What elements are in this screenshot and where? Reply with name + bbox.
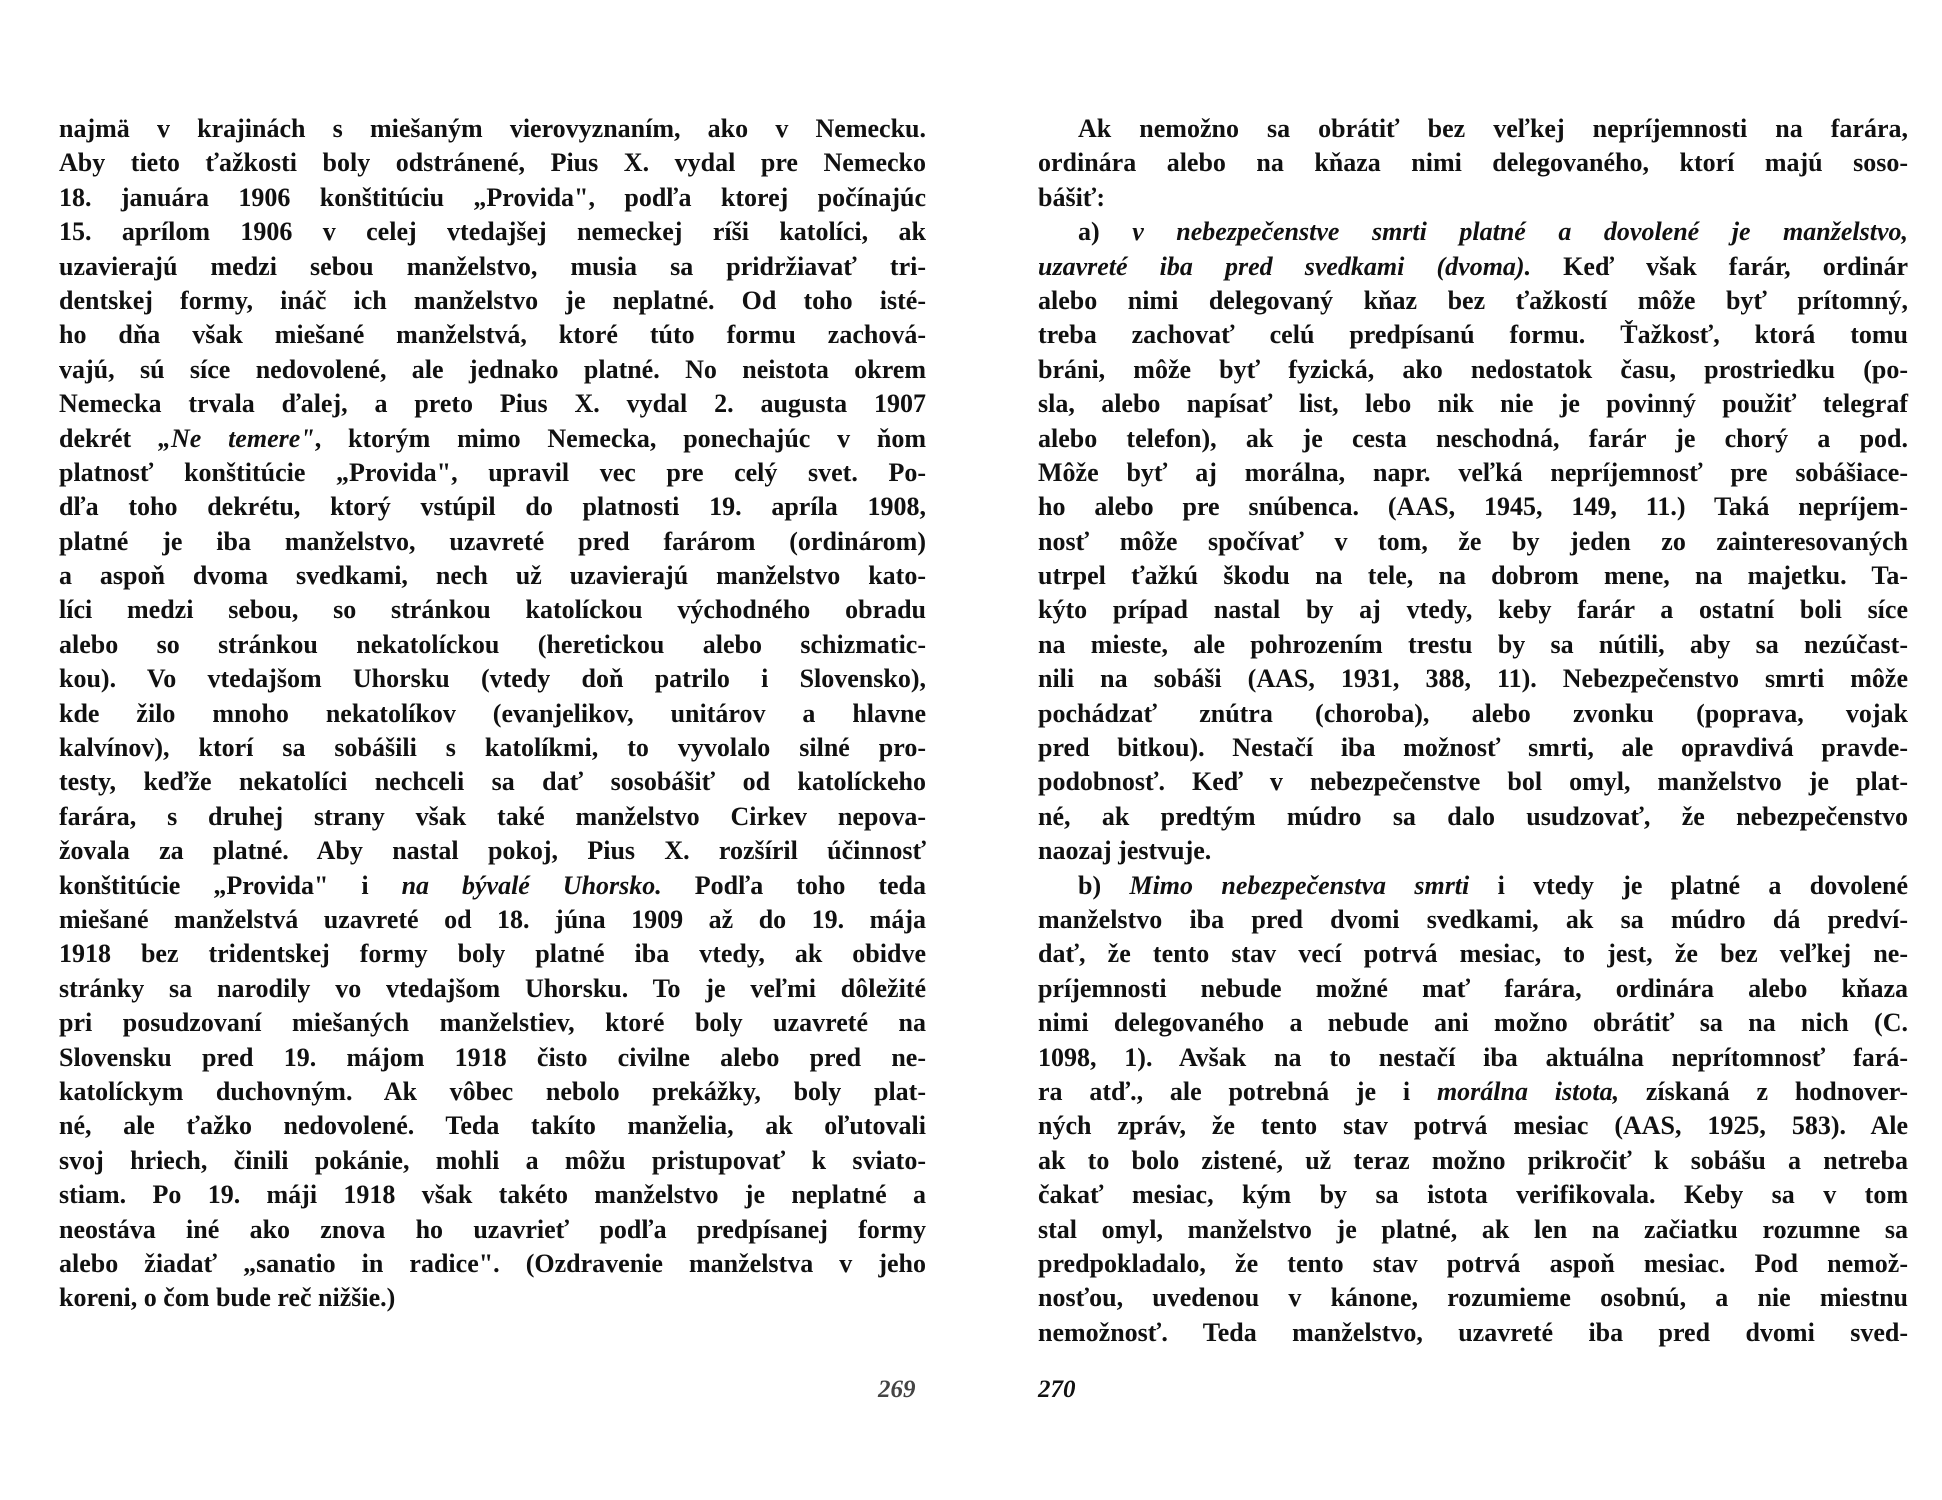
text-line (1038, 593, 1908, 627)
text-segment: alebo nimi delegovaný kňaz bez ťažkostí môže byť prítomný, (1038, 285, 1908, 315)
text-segment: ho alebo pre snúbenca. (AAS, 1945, 149, 11.) Taká nepríjem- (1038, 492, 1908, 522)
text-line (59, 1041, 926, 1075)
text-segment: Nemecka trvala ďalej, a preto Pius X. vydal 2. augusta 1907 (59, 389, 926, 419)
text-segment: nili na sobáši (AAS, 1931, 388, 11). Nebezpečenstvo smrti môže (1038, 664, 1908, 694)
text-segment: platné je iba manželstvo, uzavreté pred farárom (ordinárom) (59, 526, 926, 556)
text-line (1038, 972, 1908, 1006)
text-segment: nemožnosť. Teda manželstvo, uzavreté iba pred dvomi sved- (1038, 1317, 1908, 1347)
text-line (1038, 559, 1908, 593)
text-line (59, 1213, 926, 1247)
text-line (59, 937, 926, 971)
text-line (59, 1006, 926, 1040)
text-segment: 1098, 1). Avšak na to nestačí iba aktuálna neprítomnosť fará- (1038, 1042, 1908, 1072)
text-segment: platnosť konštitúcie „Provida", upravil vec pre celý svet. Po- (59, 457, 926, 487)
text-line (59, 525, 926, 559)
text-segment: Môže byť aj morálna, napr. veľká nepríjemnosť pre sobášiace- (1038, 457, 1908, 487)
text-line (59, 731, 926, 765)
text-line (59, 1178, 926, 1212)
text-line (1038, 1006, 1908, 1040)
text-line (59, 284, 926, 318)
text-segment: ak to bolo zistené, už teraz možno prikročiť k sobášu a netreba (1038, 1145, 1908, 1175)
text-line (1038, 903, 1908, 937)
text-line (59, 318, 926, 352)
text-segment: treba zachovať celú predpísanú formu. Ťažkosť, ktorá tomu (1038, 320, 1908, 350)
text-segment: né, ale ťažko nedovolené. Teda takíto manželia, ak oľutovali (59, 1111, 926, 1141)
text-segment: i vtedy je platné a dovolené (1469, 870, 1908, 900)
text-line (1038, 318, 1908, 352)
text-line (1038, 1109, 1908, 1143)
text-segment: kou). Vo vtedajšom Uhorsku (vtedy doň patrilo i Slovensko), (59, 664, 926, 694)
text-segment: koreni, o čom bude reč nižšie.) (59, 1283, 396, 1313)
text-line (1038, 181, 1908, 215)
text-line (1038, 387, 1908, 421)
text-segment: miešané manželstvá uzavreté od 18. júna 1909 až do 19. mája (59, 904, 926, 934)
text-line (59, 869, 926, 903)
text-line (59, 628, 926, 662)
text-segment: pochádzať znútra (choroba), alebo zvonku (poprava, vojak (1038, 698, 1908, 728)
text-line (59, 353, 926, 387)
text-line (1038, 1213, 1908, 1247)
text-segment: a aspoň dvoma svedkami, nech už uzavierajú manželstvo kato- (59, 561, 926, 591)
text-line (1038, 800, 1908, 834)
text-segment: Podľa toho teda (661, 870, 926, 900)
text-segment: ra atď., ale potrebná je i (1038, 1076, 1437, 1106)
text-segment: alebo telefon), ak je cesta neschodná, farár je chorý a pod. (1038, 423, 1908, 453)
text-line (1038, 525, 1908, 559)
text-segment: ho dňa však miešané manželstvá, ktoré túto formu zachová- (59, 320, 926, 350)
text-segment: naozaj jestvuje. (1038, 836, 1212, 866)
text-line (1038, 250, 1908, 284)
text-segment: kalvínov), ktorí sa sobášili s katolíkmi, to vyvolalo silné pro- (59, 733, 926, 763)
text-line (1038, 765, 1908, 799)
text-line (59, 215, 926, 249)
italic-text-segment: Mimo nebezpečenstva smrti (1129, 870, 1470, 900)
text-line (1038, 284, 1908, 318)
right-page-text (1038, 112, 1908, 1350)
text-line (59, 800, 926, 834)
text-segment: a) (1078, 217, 1133, 247)
text-line (59, 250, 926, 284)
text-line (59, 697, 926, 731)
text-line (1038, 1075, 1908, 1109)
text-segment: kde žilo mnoho nekatolíkov (evanjelikov, unitárov a hlavne (59, 698, 926, 728)
text-segment: neostáva iné ako znova ho uzavrieť podľa predpísanej formy (59, 1214, 926, 1244)
text-line (1038, 112, 1908, 146)
text-line (1038, 1041, 1908, 1075)
page-number-left: 269 (878, 1376, 916, 1403)
text-line (1038, 834, 1908, 868)
text-segment: alebo žiadať „sanatio in radice". (Ozdravenie manželstva v jeho (59, 1248, 926, 1278)
text-segment: manželstvo iba pred dvomi svedkami, ak sa múdro dá predví- (1038, 904, 1908, 934)
text-segment: né, ak predtým múdro sa dalo usudzovať, že nebezpečenstvo (1038, 801, 1908, 831)
text-line (59, 559, 926, 593)
text-line (59, 1144, 926, 1178)
text-segment: nosťou, uvedenou v kánone, rozumieme osobnú, a nie miestnu (1038, 1283, 1908, 1313)
text-segment: farára, s druhej strany však také manželstvo Cirkev nepova- (59, 801, 926, 831)
text-line (59, 1109, 926, 1143)
text-line (1038, 628, 1908, 662)
text-line (59, 422, 926, 456)
text-segment: alebo so stránkou nekatolíckou (heretickou alebo schizmatic- (59, 629, 926, 659)
text-line (59, 1281, 926, 1315)
text-segment: ných zpráv, že tento stav potrvá mesiac (AAS, 1925, 583). Ale (1038, 1111, 1908, 1141)
text-segment: 15. aprílom 1906 v celej vtedajšej nemeckej ríši katolíci, ak (59, 217, 926, 247)
text-segment: dať, že tento stav vecí potrvá mesiac, to jest, že bez veľkej ne- (1038, 939, 1908, 969)
italic-text-segment: v nebezpečenstve smrti platné a dovolené je manželstvo, (1132, 217, 1908, 247)
text-segment: najmä v krajinách s miešaným vierovyznaním, ako v Nemecku. (59, 114, 926, 143)
text-line (1038, 1178, 1908, 1212)
text-line (1038, 353, 1908, 387)
left-page-text (59, 112, 926, 1316)
text-line (59, 112, 926, 146)
text-segment: dľa toho dekrétu, ktorý vstúpil do platnosti 19. apríla 1908, (59, 492, 926, 522)
text-line (1038, 1281, 1908, 1315)
text-segment: ordinára alebo na kňaza nimi delegovaného, ktorí majú soso- (1038, 148, 1908, 178)
text-line (1038, 937, 1908, 971)
text-segment: stiam. Po 19. máji 1918 však takéto manželstvo je neplatné a (59, 1180, 926, 1210)
text-line (59, 146, 926, 180)
text-line (1038, 697, 1908, 731)
text-line (59, 181, 926, 215)
text-line (59, 456, 926, 490)
text-segment: 1918 bez tridentskej formy boly platné iba vtedy, ak obidve (59, 939, 926, 969)
text-segment: sla, alebo napísať list, lebo nik nie je povinný použiť telegraf (1038, 389, 1908, 419)
text-segment: nimi delegovaného a nebude ani možno obrátiť sa na nich (C. (1038, 1008, 1908, 1038)
text-line (59, 1247, 926, 1281)
text-line (1038, 456, 1908, 490)
text-segment: žovala za platné. Aby nastal pokoj, Pius X. rozšíril účinnosť (59, 836, 926, 866)
text-segment: kýto prípad nastal by aj vtedy, keby farár a ostatní boli síce (1038, 595, 1908, 625)
text-segment: svoj hriech, činili pokánie, mohli a môžu pristupovať k sviato- (59, 1145, 926, 1175)
text-line (59, 387, 926, 421)
text-line (59, 834, 926, 868)
text-segment: konštitúcie „Provida" i (59, 870, 402, 900)
text-line (1038, 215, 1908, 249)
text-segment: Keď však farár, ordinár (1531, 251, 1908, 281)
italic-text-segment: uzavreté iba pred svedkami (dvoma). (1038, 251, 1532, 281)
text-line (1038, 731, 1908, 765)
text-line (1038, 146, 1908, 180)
italic-text-segment: „Ne temere" (157, 423, 315, 453)
page-number-right: 270 (1038, 1376, 1076, 1403)
text-line (1038, 1316, 1908, 1350)
text-line (1038, 869, 1908, 903)
text-segment: uzavierajú medzi sebou manželstvo, musia sa pridržiavať tri- (59, 251, 926, 281)
text-line (59, 490, 926, 524)
text-segment: , ktorým mimo Nemecka, ponechajúc v ňom (314, 423, 926, 453)
text-line (1038, 1144, 1908, 1178)
text-segment: utrpel ťažkú škodu na tele, na dobrom mene, na majetku. Ta- (1038, 561, 1908, 591)
text-line (1038, 422, 1908, 456)
text-segment: b) (1078, 870, 1130, 900)
text-segment: príjemnosti nebude možné mať farára, ordinára alebo kňaza (1038, 973, 1908, 1003)
text-line (1038, 662, 1908, 696)
text-segment: katolíckym duchovným. Ak vôbec nebolo prekážky, boly plat- (59, 1076, 926, 1106)
text-segment: Slovensku pred 19. májom 1918 čisto civilne alebo pred ne- (59, 1042, 926, 1072)
text-segment: získaná z hodnover- (1619, 1076, 1908, 1106)
text-segment: na mieste, ale pohrozením trestu by sa nútili, aby sa nezúčast- (1038, 629, 1908, 659)
text-segment: bráni, môže byť fyzická, ako nedostatok času, prostriedku (po- (1038, 354, 1908, 384)
text-line (59, 662, 926, 696)
text-segment: 18. januára 1906 konštitúciu „Provida", podľa ktorej počínajúc (59, 182, 926, 212)
text-segment: podobnosť. Keď v nebezpečenstve bol omyl, manželstvo je plat- (1038, 767, 1908, 797)
text-segment: Aby tieto ťažkosti boly odstránené, Pius X. vydal pre Nemecko (59, 148, 926, 178)
text-segment: dentskej formy, ináč ich manželstvo je neplatné. Od toho isté- (59, 285, 926, 315)
text-line (59, 1075, 926, 1109)
text-line (59, 765, 926, 799)
text-segment: predpokladalo, že tento stav potrvá aspoň mesiac. Pod nemož- (1038, 1248, 1908, 1278)
text-line (1038, 1247, 1908, 1281)
text-line (59, 903, 926, 937)
text-segment: pred bitkou). Nestačí iba možnosť smrti, ale opravdivá pravde- (1038, 733, 1908, 763)
italic-text-segment: morálna istota, (1436, 1076, 1620, 1106)
text-line (59, 593, 926, 627)
text-segment: stránky sa narodily vo vtedajšom Uhorsku. To je veľmi dôležité (59, 973, 926, 1003)
text-segment: stal omyl, manželstvo je platné, ak len na začiatku rozumne sa (1038, 1214, 1908, 1244)
text-segment: pri posudzovaní miešaných manželstiev, ktoré boly uzavreté na (59, 1008, 926, 1038)
text-segment: čakať mesiac, kým by sa istota verifikovala. Keby sa v tom (1038, 1180, 1908, 1210)
text-line (1038, 490, 1908, 524)
text-segment: nosť môže spočívať v tom, že by jeden zo zainteresovaných (1038, 526, 1908, 556)
text-segment: bášiť: (1038, 182, 1106, 212)
text-segment: testy, keďže nekatolíci nechceli sa dať sosobášiť od katolíckeho (59, 767, 926, 797)
text-segment: dekrét (59, 423, 158, 453)
text-segment: líci medzi sebou, so stránkou katolíckou východného obradu (59, 595, 926, 625)
text-segment: Ak nemožno sa obrátiť bez veľkej nepríjemnosti na farára, (1078, 114, 1908, 143)
text-segment: vajú, sú síce nedovolené, ale jednako platné. No neistota okrem (59, 354, 926, 384)
italic-text-segment: na bývalé Uhorsko. (401, 870, 662, 900)
text-line (59, 972, 926, 1006)
